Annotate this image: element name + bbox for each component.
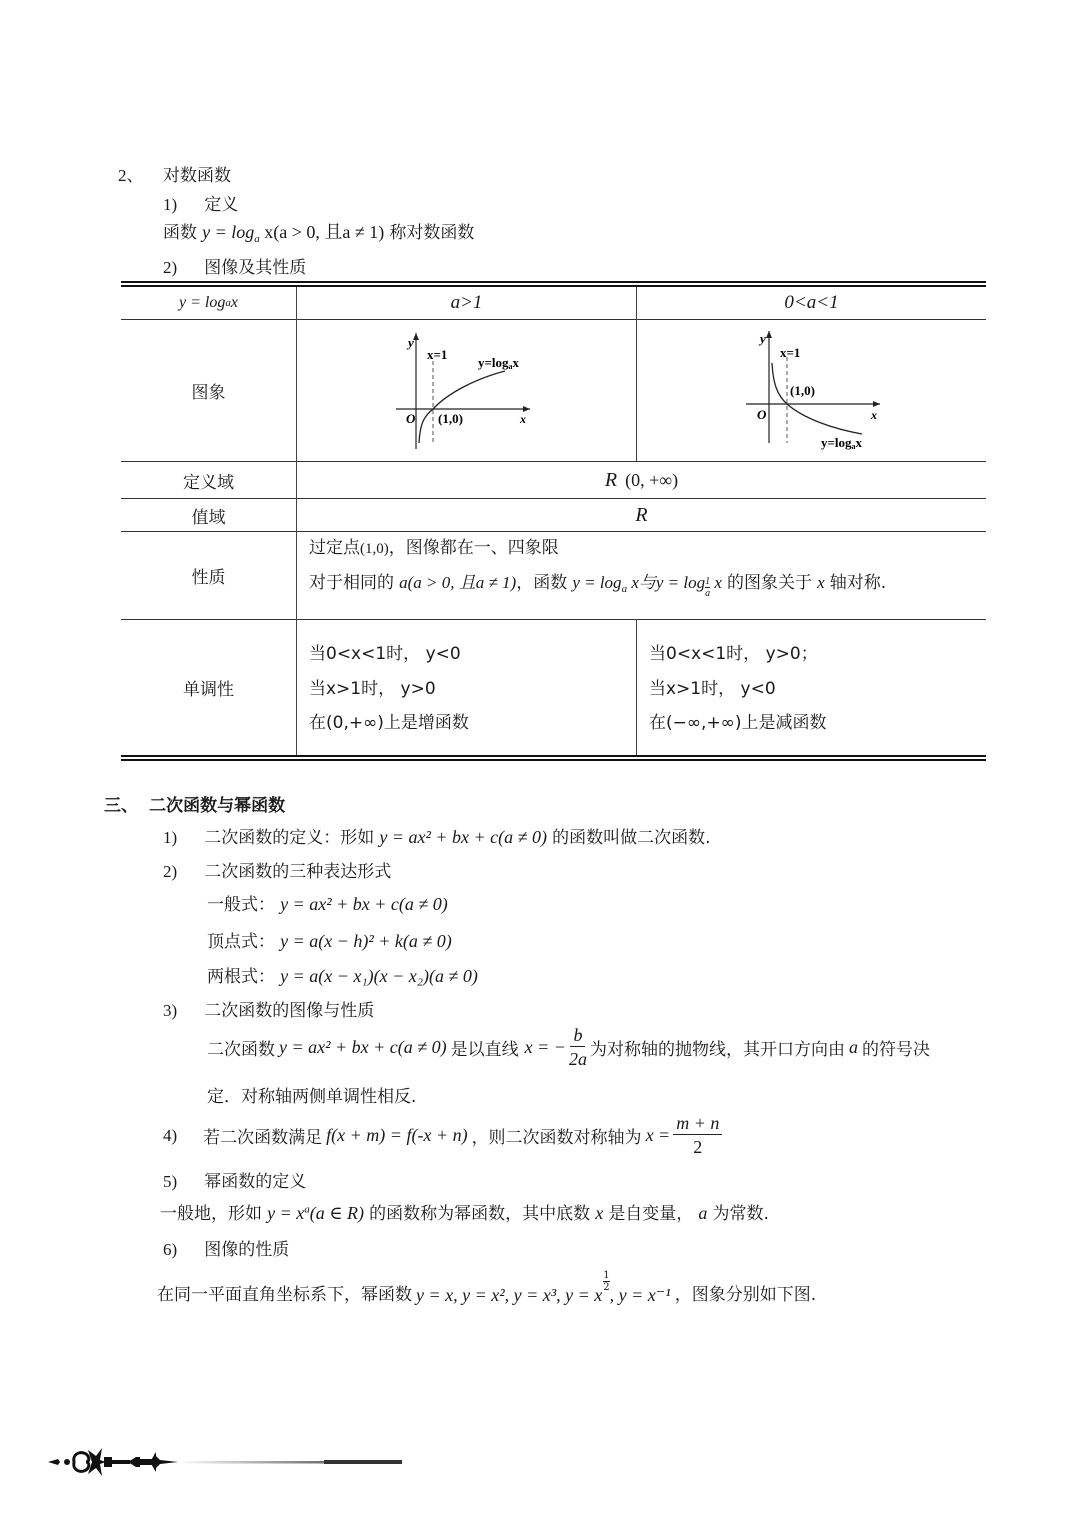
item-text: 为对称轴的抛物线，其开口方向由 <box>589 1040 845 1060</box>
item-formula: y = x <box>267 1203 305 1223</box>
fraction-denominator: 2a <box>568 1049 587 1069</box>
header-function-sub: a <box>225 297 231 309</box>
line-label: x=1 <box>427 347 448 362</box>
item-number: 2) <box>163 862 178 881</box>
origin-label: O <box>757 407 767 422</box>
item-text: 在同一平面直角坐标系下，幂函数 <box>157 1285 412 1305</box>
definition-suffix: 称对数函数 <box>389 223 475 243</box>
range-value: R <box>635 503 648 526</box>
item-text: 二次函数的定义：形如 <box>204 828 375 848</box>
monotonic-line: 在(−∞,+∞)上是减函数 <box>649 713 827 733</box>
property-line-2 <box>309 568 886 600</box>
form-formula: y = a(x − h)² + k(a ≠ 0) <box>280 931 452 951</box>
section-title: 对数函数 <box>163 166 231 186</box>
y-label: y <box>408 335 414 350</box>
axis-fraction <box>673 1112 722 1159</box>
domain-r: R <box>604 468 618 491</box>
property-formula-sub: a <box>621 583 628 596</box>
form-label: 顶点式： <box>207 932 275 952</box>
form-vertex <box>207 927 452 952</box>
item-formula: (a ∈ R) <box>309 1203 365 1223</box>
item-5-body <box>160 1199 769 1224</box>
row-label-property: 性质 <box>191 568 226 588</box>
item-text: ，则二次函数对称轴为 <box>471 1128 642 1148</box>
ornament-divider-icon <box>44 1440 404 1486</box>
item-number: 6) <box>163 1240 178 1259</box>
item-formula-sup: a <box>304 1203 310 1216</box>
form-formula: y = ax² + bx + c(a ≠ 0) <box>280 894 448 914</box>
header-function-text: y = log <box>179 294 226 311</box>
header-function-rest: x <box>230 294 238 311</box>
property-text: 对于相同的 <box>309 573 394 593</box>
header-function <box>121 287 296 319</box>
definition-prefix: 函数 <box>163 223 197 243</box>
monotonic-increasing <box>309 637 469 741</box>
fraction-numerator: 1 <box>603 1270 610 1281</box>
property-formula: y = log <box>572 573 622 592</box>
fraction-denominator: 2 <box>693 1137 703 1157</box>
item-3-body <box>207 1024 930 1071</box>
row-label-domain: 定义域 <box>183 472 234 493</box>
item-text: 若二次函数满足 <box>203 1128 323 1148</box>
item-5 <box>163 1167 306 1192</box>
property-x: x <box>817 573 825 592</box>
x-label: x <box>520 412 526 426</box>
item-6 <box>163 1235 289 1260</box>
item-text: 的符号决 <box>861 1040 930 1060</box>
item-title: 幂函数的定义 <box>204 1172 307 1192</box>
row-label-monotonic: 单调性 <box>183 680 234 700</box>
item-text: 一般地，形如 <box>160 1204 262 1224</box>
subsection-definition <box>163 190 238 215</box>
axis-fraction <box>569 1024 587 1071</box>
item-formula: y = ax² + bx + c(a ≠ 0) <box>379 827 548 847</box>
axis-lhs: x = − <box>524 1037 566 1057</box>
item-number: 1) <box>163 828 178 847</box>
property-condition: a(a > 0, 且a ≠ 1) <box>399 573 517 592</box>
item-var: x <box>595 1203 604 1223</box>
domain-interval: (0, +∞) <box>625 469 679 490</box>
item-text: 为常数. <box>712 1204 769 1224</box>
domain-value <box>297 462 986 498</box>
axis-lhs: x = <box>645 1125 671 1145</box>
item-text: 的函数称为幂函数，其中底数 <box>369 1204 591 1224</box>
item-formula: f(x + m) = f(-x + n) <box>326 1125 468 1145</box>
item-text: 二次函数 <box>207 1040 275 1060</box>
monotonic-line: 当x>1时， y<0 <box>649 678 776 699</box>
property-text: 的图象关于 <box>727 573 812 593</box>
y-label: y <box>760 331 766 346</box>
log-curve-increasing <box>419 371 505 443</box>
item-text: 是自变量， <box>608 1204 694 1224</box>
curve-label: y=logax <box>821 435 863 451</box>
section-number: 2、 <box>118 166 144 185</box>
curve-label: y=logax <box>478 355 520 371</box>
point-label: (1,0) <box>790 383 815 398</box>
item-number: 5) <box>163 1172 178 1191</box>
header-a-between-0-1: 0<a<1 <box>784 292 839 313</box>
property-text: ，图像都在一、四象限 <box>388 538 559 558</box>
form-formula: y = a(x − x₁)(x − x₂)(a ≠ 0) <box>280 966 478 986</box>
property-point: (1,0) <box>360 541 389 557</box>
item-title: 定义 <box>204 195 239 215</box>
form-general <box>207 890 448 915</box>
definition-line <box>163 218 474 245</box>
log-curve-decreasing <box>772 363 862 434</box>
origin-label: O <box>406 411 416 426</box>
item-6-body <box>157 1267 816 1307</box>
item-number: 1) <box>163 195 178 214</box>
table-bottom-rule-2 <box>121 759 986 761</box>
item-number: 3) <box>163 1001 178 1020</box>
monotonic-line: 当0<x<1时， y<0 <box>309 644 461 664</box>
property-line-1 <box>309 533 559 558</box>
item-3 <box>163 996 374 1021</box>
item-title: 图像及其性质 <box>204 258 307 278</box>
fraction-denominator: 2 <box>603 1282 610 1293</box>
item-title: 二次函数的三种表达形式 <box>204 862 392 882</box>
log-function-table <box>121 281 986 761</box>
item-var: a <box>848 1037 858 1057</box>
table-top-rule <box>121 281 986 283</box>
monotonic-line: 当x>1时， y>0 <box>309 678 436 699</box>
fraction-numerator: b <box>570 1024 585 1047</box>
x-label: x <box>871 408 877 422</box>
property-text: 过定点 <box>309 538 360 558</box>
property-text: ，函数 <box>516 573 568 593</box>
table-bottom-rule <box>121 755 986 757</box>
form-label: 一般式： <box>207 895 275 915</box>
definition-formula-rest: x(a > 0, 且a ≠ 1) <box>259 222 385 242</box>
monotonic-line: 在(0,+∞)上是增函数 <box>309 713 469 733</box>
item-formula: y = ax² + bx + c(a ≠ 0) <box>279 1037 447 1057</box>
col-divider <box>636 619 637 755</box>
section-title: 二次函数与幂函数 <box>149 796 286 816</box>
x-axis-arrow-icon <box>873 401 880 407</box>
item-3-continuation: 定．对称轴两侧单调性相反. <box>207 1087 417 1107</box>
subsection-graph <box>163 253 306 278</box>
y-axis-arrow-icon <box>413 333 419 340</box>
item-text: 是以直线 <box>450 1040 519 1060</box>
line-label: x=1 <box>780 345 801 360</box>
item-text: 的函数叫做二次函数. <box>552 828 711 848</box>
property-formula: x <box>710 573 722 592</box>
section-3-heading <box>104 791 285 816</box>
fraction-numerator: 1 <box>705 576 711 587</box>
property-text: 轴对称. <box>829 573 887 593</box>
graph-log-decreasing <box>734 325 924 457</box>
definition-formula-sub: a <box>254 233 260 246</box>
row-label-range: 值域 <box>191 507 226 528</box>
monotonic-decreasing <box>649 637 826 741</box>
item-1 <box>163 823 711 848</box>
item-2 <box>163 857 391 882</box>
item-var: a <box>698 1203 708 1223</box>
monotonic-line: 当0<x<1时， y>0； <box>649 644 818 664</box>
item-formula: y = x, y = x², y = x³, y = x <box>416 1285 603 1305</box>
y-axis-arrow-icon <box>766 331 772 338</box>
property-formula: x与y = log <box>627 573 706 592</box>
graph-log-increasing <box>380 325 570 457</box>
form-roots <box>207 962 478 987</box>
item-number: 4) <box>163 1125 178 1145</box>
item-number: 2) <box>163 258 178 277</box>
form-label: 两根式： <box>207 967 275 987</box>
item-title: 二次函数的图像与性质 <box>204 1001 375 1021</box>
item-text: ，图象分别如下图. <box>674 1285 817 1305</box>
item-4 <box>163 1112 725 1159</box>
section-number: 三、 <box>104 796 138 816</box>
point-label: (1,0) <box>438 411 463 426</box>
fraction-numerator: m + n <box>673 1112 722 1135</box>
definition-formula: y = log <box>202 222 255 242</box>
item-title: 图像的性质 <box>204 1240 290 1260</box>
fraction-denominator: a <box>705 588 711 599</box>
header-a-gt-1: a>1 <box>450 292 483 313</box>
item-formula: , y = x⁻¹ <box>609 1285 671 1305</box>
row-label-image: 图象 <box>191 383 226 403</box>
